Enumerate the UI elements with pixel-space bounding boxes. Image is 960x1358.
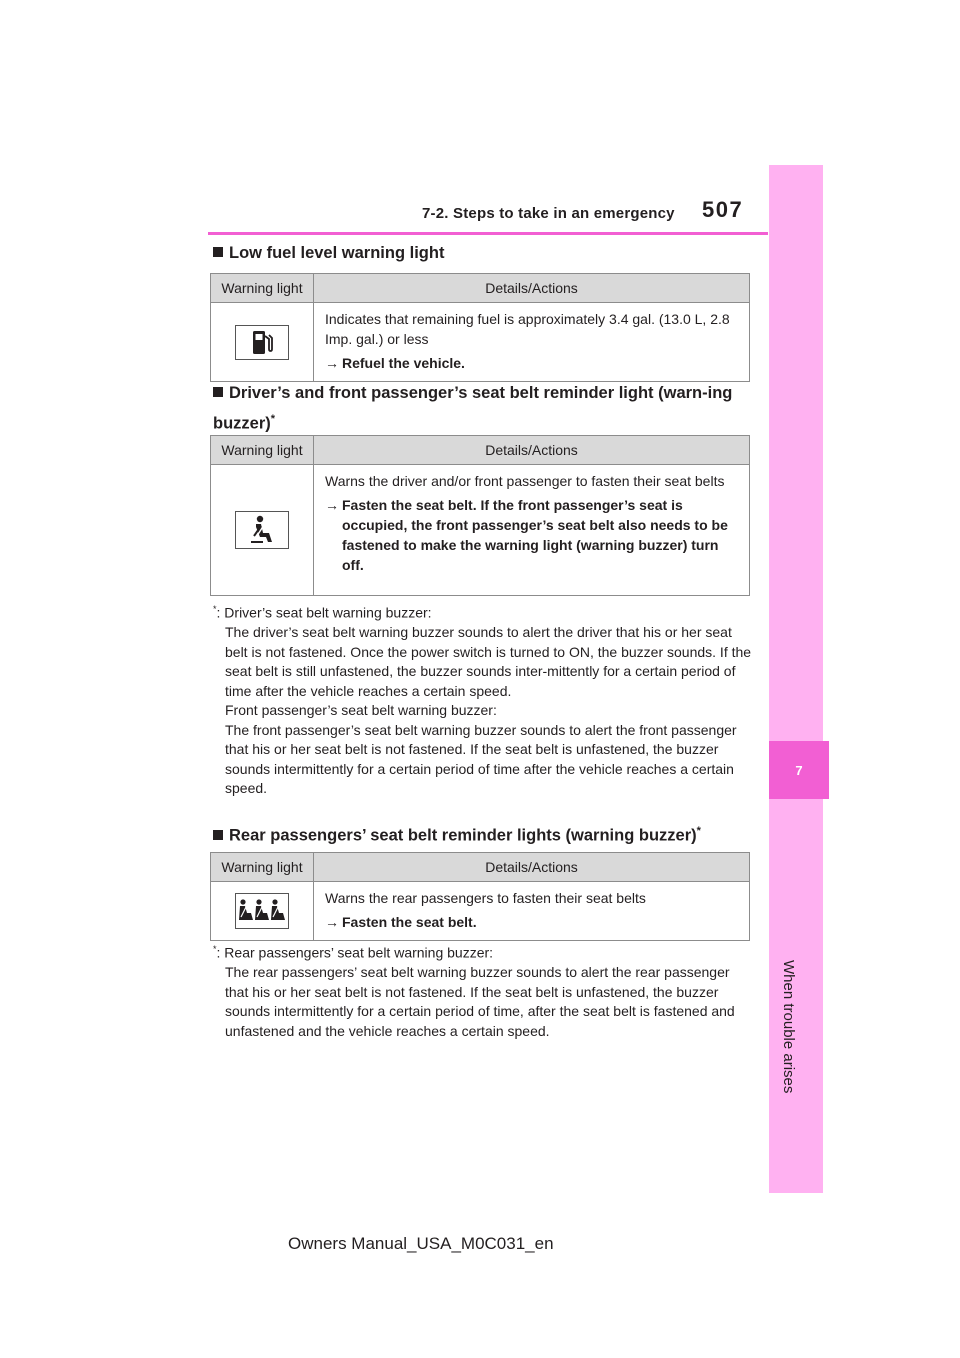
rear-seat-belt-icon <box>235 893 289 929</box>
table-row <box>211 882 750 941</box>
footnote-front-seat-belt <box>213 600 753 799</box>
column-header-warning-light: Warning light <box>211 853 314 882</box>
footnote-title-2: Front passenger’s seat belt warning buzzer: <box>225 702 497 719</box>
table-header-row <box>211 853 750 882</box>
footnote-mark: * <box>213 944 217 954</box>
footnote-mark: * <box>270 413 276 425</box>
header-rule <box>208 232 768 235</box>
column-header-warning-light: Warning light <box>211 436 314 465</box>
footer-manual-id: Owners Manual_USA_M0C031_en <box>288 1234 554 1253</box>
square-bullet-icon <box>213 387 223 397</box>
rear-seat-belt-table <box>210 852 750 941</box>
seat-belt-icon <box>235 511 289 549</box>
footnote-rear-seat-belt <box>213 940 753 1041</box>
column-header-details: Details/Actions <box>314 274 750 303</box>
column-header-details: Details/Actions <box>314 436 750 465</box>
arrow-icon: → <box>325 497 339 513</box>
section-heading-low-fuel: Low fuel level warning light <box>213 240 758 266</box>
low-fuel-table <box>210 273 750 382</box>
warning-description: Warns the driver and/or front passenger to fasten their seat belts <box>325 473 725 489</box>
section-title: 7-2. Steps to take in an emergency <box>422 205 675 222</box>
table-row <box>211 465 750 596</box>
column-header-warning-light: Warning light <box>211 274 314 303</box>
square-bullet-icon <box>213 247 223 257</box>
footnote-body-2: The front passenger’s seat belt warning buzzer sounds to alert the front passenger that his or her seat belt is not fastened. If the seat belt is unfastened, the buzzer sounds intermittently for a certain period of time after the vehicle reaches a certain speed. <box>225 721 737 797</box>
arrow-icon: → <box>325 914 339 930</box>
action-text: Fasten the seat belt. If the front passenger’s seat is occupied, the front passenger’s seat belt also needs to be fastened to make the warning light (warning buzzer) turn off. <box>342 497 728 573</box>
section-heading-front-seat-belt: Driver’s and front passenger’s seat belt reminder light (warn-ing buzzer)* <box>213 384 733 433</box>
action-text: Refuel the vehicle. <box>342 355 465 371</box>
table-header-row <box>211 274 750 303</box>
chapter-number: 7 <box>769 741 829 799</box>
chapter-label: When trouble arises <box>780 960 797 1094</box>
page-number: 507 <box>702 197 744 222</box>
table-header-row <box>211 436 750 465</box>
fuel-pump-icon <box>235 325 289 360</box>
footnote-body: The rear passengers’ seat belt warning buzzer sounds to alert the rear passenger that his or her seat belt is not fastened. If the seat belt is unfastened, the buzzer sounds intermittently for a certain period of time, after the seat belt is fastened and unfastened and the vehicle reaches a certain speed. <box>225 964 735 1039</box>
warning-description: Indicates that remaining fuel is approximately 3.4 gal. (13.0 L, 2.8 Imp. gal.) or less <box>325 311 730 347</box>
footnote-body: The driver’s seat belt warning buzzer sounds to alert the driver that his or her seat belt is not fastened. Once the power switch is turned to ON, the buzzer sounds. If the seat belt is still unfastened, the buzzer sounds inter-mittently for a certain period of time after the vehicle reaches a certain speed. <box>225 624 752 699</box>
table-row <box>211 303 750 382</box>
warning-description: Warns the rear passengers to fasten their seat belts <box>325 890 646 906</box>
arrow-icon: → <box>325 355 339 371</box>
square-bullet-icon <box>213 830 223 840</box>
footnote-mark: * <box>213 604 217 614</box>
action-text: Fasten the seat belt. <box>342 914 477 930</box>
front-seat-belt-table <box>210 435 750 596</box>
footnote-title: : Driver’s seat belt warning buzzer: <box>216 604 432 621</box>
footnote-title: : Rear passengers’ seat belt warning buzzer: <box>216 944 494 961</box>
column-header-details: Details/Actions <box>314 853 750 882</box>
section-heading-rear-seat-belt: Rear passengers’ seat belt reminder lights (warning buzzer)* <box>213 818 758 849</box>
footnote-mark: * <box>696 825 701 837</box>
